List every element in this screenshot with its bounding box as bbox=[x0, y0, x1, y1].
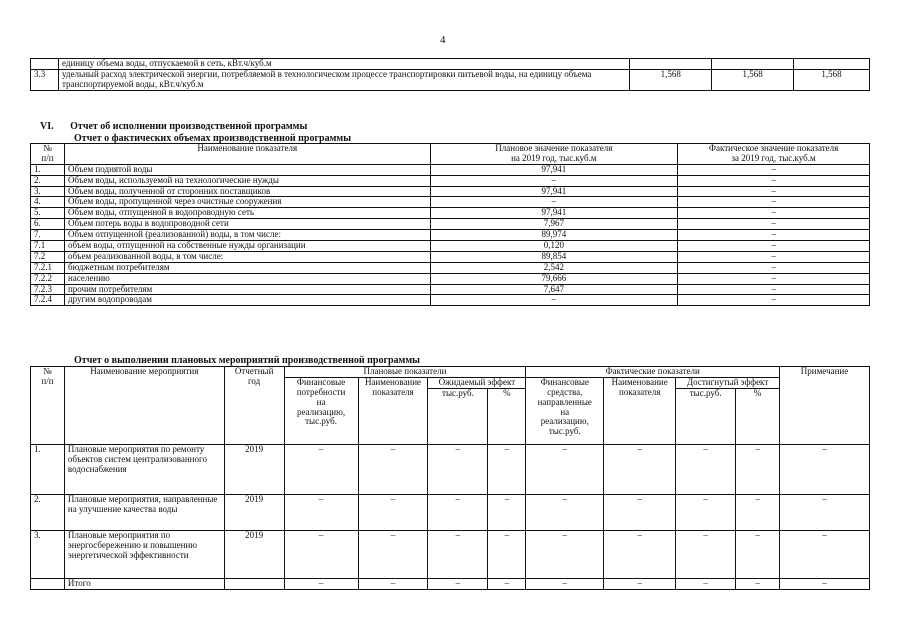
header-pct: % bbox=[488, 388, 526, 444]
row-value: 1,568 bbox=[630, 69, 712, 90]
row-cell: – bbox=[284, 444, 358, 494]
row-num bbox=[31, 578, 65, 589]
row-cell: – bbox=[358, 578, 428, 589]
header-pct: % bbox=[736, 388, 780, 444]
table-row bbox=[31, 444, 870, 494]
row-cell: – bbox=[526, 530, 604, 578]
row-fact: – bbox=[678, 175, 870, 186]
row-cell: – bbox=[736, 530, 780, 578]
row-fact: – bbox=[678, 219, 870, 230]
row-name: Объем поднятой воды bbox=[64, 164, 430, 175]
row-num: 5. bbox=[31, 208, 65, 219]
measures-table bbox=[30, 366, 870, 590]
row-plan: – bbox=[430, 295, 678, 306]
row-name: Объем потерь воды в водопроводной сети bbox=[64, 219, 430, 230]
header-num: № п/п bbox=[31, 144, 65, 165]
row-num: 2. bbox=[31, 494, 65, 530]
row-num: 6. bbox=[31, 219, 65, 230]
row-plan: 7,647 bbox=[430, 284, 678, 295]
header-note: Примечание bbox=[780, 367, 870, 445]
row-num: 4. bbox=[31, 197, 65, 208]
row-plan: – bbox=[430, 175, 678, 186]
measures-title: Отчет о выполнении плановых мероприятий производственной программы bbox=[74, 355, 420, 366]
row-num: 3. bbox=[31, 186, 65, 197]
row-name: Плановые мероприятия, направленные на улучшение качества воды bbox=[64, 494, 224, 530]
row-cell: – bbox=[604, 530, 676, 578]
row-num bbox=[31, 59, 59, 70]
row-cell: – bbox=[604, 444, 676, 494]
row-value bbox=[794, 59, 870, 70]
row-cell: – bbox=[604, 494, 676, 530]
row-num: 1. bbox=[31, 444, 65, 494]
header-fact-group: Фактические показатели bbox=[526, 367, 780, 378]
row-num: 7.1 bbox=[31, 241, 65, 252]
table-row bbox=[31, 262, 870, 273]
header-fact-fin: Финансовые средства, направленные на реализацию, тыс.руб. bbox=[526, 377, 604, 444]
header-rub: тыс.руб. bbox=[676, 388, 736, 444]
table-row bbox=[31, 208, 870, 219]
row-name: населению bbox=[64, 273, 430, 284]
row-cell: – bbox=[526, 578, 604, 589]
row-plan: 97,941 bbox=[430, 164, 678, 175]
row-num: 3. bbox=[31, 530, 65, 578]
row-name: Объем воды, используемой на технологические нужды bbox=[64, 175, 430, 186]
header-plan-group: Плановые показатели bbox=[284, 367, 526, 378]
row-cell: – bbox=[780, 444, 870, 494]
table-row bbox=[31, 295, 870, 306]
table-row bbox=[31, 59, 870, 70]
table-row bbox=[31, 241, 870, 252]
row-plan: 89,854 bbox=[430, 251, 678, 262]
header-rub: тыс.руб. bbox=[428, 388, 488, 444]
row-num: 7.2.1 bbox=[31, 262, 65, 273]
row-plan: – bbox=[430, 197, 678, 208]
row-num: 2. bbox=[31, 175, 65, 186]
header-name: Наименование показателя bbox=[64, 144, 430, 165]
page-number: 4 bbox=[440, 34, 446, 46]
row-name: единицу объема воды, отпускаемой в сеть, кВт.ч/куб.м bbox=[58, 59, 629, 70]
table-row bbox=[31, 494, 870, 530]
row-cell: – bbox=[284, 494, 358, 530]
table-row bbox=[31, 219, 870, 230]
header-fact: Фактическое значение показателя за 2019 год, тыс.куб.м bbox=[678, 144, 870, 165]
row-cell: – bbox=[358, 494, 428, 530]
row-year: 2019 bbox=[224, 530, 284, 578]
row-cell: – bbox=[526, 444, 604, 494]
row-cell: – bbox=[736, 578, 780, 589]
row-fact: – bbox=[678, 284, 870, 295]
header-plan-fin: Финансовые потребности на реализацию, тыс.руб. bbox=[284, 377, 358, 444]
row-cell: – bbox=[488, 578, 526, 589]
row-plan: 7,967 bbox=[430, 219, 678, 230]
row-plan: 0,120 bbox=[430, 241, 678, 252]
row-cell: – bbox=[736, 494, 780, 530]
row-num: 7.2.3 bbox=[31, 284, 65, 295]
row-cell: – bbox=[428, 530, 488, 578]
row-plan: 2,542 bbox=[430, 262, 678, 273]
row-num: 7.2 bbox=[31, 251, 65, 262]
row-cell: – bbox=[428, 578, 488, 589]
row-cell: – bbox=[488, 494, 526, 530]
section-title: Отчет об исполнении производственной программы bbox=[70, 121, 308, 132]
energy-table bbox=[30, 58, 870, 91]
row-plan: 97,941 bbox=[430, 186, 678, 197]
row-year: 2019 bbox=[224, 444, 284, 494]
row-plan: 97,941 bbox=[430, 208, 678, 219]
row-fact: – bbox=[678, 262, 870, 273]
table-row bbox=[31, 230, 870, 241]
table-row bbox=[31, 175, 870, 186]
table-header-row bbox=[31, 144, 870, 165]
table-row bbox=[31, 273, 870, 284]
row-fact: – bbox=[678, 273, 870, 284]
row-fact: – bbox=[678, 295, 870, 306]
table-row bbox=[31, 284, 870, 295]
row-cell: – bbox=[428, 444, 488, 494]
row-cell: – bbox=[284, 530, 358, 578]
row-fact: – bbox=[678, 241, 870, 252]
row-name: Объем воды, отпущенной в водопроводную сеть bbox=[64, 208, 430, 219]
header-num: № п/п bbox=[31, 367, 65, 445]
row-name: объем воды, отпущенной на собственные нужды организации bbox=[64, 241, 430, 252]
row-plan: 89,974 bbox=[430, 230, 678, 241]
row-cell: – bbox=[676, 444, 736, 494]
row-value: 1,568 bbox=[794, 69, 870, 90]
row-cell: – bbox=[736, 444, 780, 494]
row-name: Объем отпущенной (реализованной) воды, в том числе: bbox=[64, 230, 430, 241]
volumes-table bbox=[30, 143, 870, 306]
row-cell: – bbox=[780, 578, 870, 589]
row-num: 7.2.4 bbox=[31, 295, 65, 306]
row-fact: – bbox=[678, 251, 870, 262]
row-fact: – bbox=[678, 230, 870, 241]
row-cell: – bbox=[358, 530, 428, 578]
header-fact-ind: Наименование показателя bbox=[604, 377, 676, 444]
row-name: прочим потребителям bbox=[64, 284, 430, 295]
row-fact: – bbox=[678, 208, 870, 219]
table-header-row bbox=[31, 367, 870, 378]
header-plan: Плановое значение показателя на 2019 год, тыс.куб.м bbox=[430, 144, 678, 165]
row-name: Объем воды, пропущенной через очистные сооружения bbox=[64, 197, 430, 208]
header-name: Наименование мероприятия bbox=[64, 367, 224, 445]
row-name: объем реализованной воды, в том числе: bbox=[64, 251, 430, 262]
table-row bbox=[31, 69, 870, 90]
header-year: Отчетный год bbox=[224, 367, 284, 445]
row-cell: – bbox=[676, 530, 736, 578]
header-plan-effect: Ожидаемый эффект bbox=[428, 377, 526, 388]
row-plan: 79,666 bbox=[430, 273, 678, 284]
row-num: 1. bbox=[31, 164, 65, 175]
row-fact: – bbox=[678, 197, 870, 208]
table-row bbox=[31, 530, 870, 578]
row-cell: – bbox=[428, 494, 488, 530]
table-row bbox=[31, 164, 870, 175]
row-name: Объем воды, полученной от сторонних поставщиков bbox=[64, 186, 430, 197]
row-num: 7. bbox=[31, 230, 65, 241]
row-value bbox=[712, 59, 794, 70]
row-year: 2019 bbox=[224, 494, 284, 530]
row-cell: – bbox=[604, 578, 676, 589]
row-name: Плановые мероприятия по энергосбережению и повышению энергетической эффективности bbox=[64, 530, 224, 578]
row-cell: – bbox=[676, 578, 736, 589]
row-cell: – bbox=[488, 530, 526, 578]
row-year bbox=[224, 578, 284, 589]
table-row bbox=[31, 578, 870, 589]
table-row bbox=[31, 251, 870, 262]
header-plan-ind: Наименование показателя bbox=[358, 377, 428, 444]
row-fact: – bbox=[678, 164, 870, 175]
row-num: 3.3 bbox=[31, 69, 59, 90]
row-cell: – bbox=[358, 444, 428, 494]
row-num: 7.2.2 bbox=[31, 273, 65, 284]
row-name: другим водопроводам bbox=[64, 295, 430, 306]
row-cell: – bbox=[526, 494, 604, 530]
row-cell: – bbox=[780, 494, 870, 530]
section-number: VI. bbox=[40, 121, 54, 132]
row-name: бюджетным потребителям bbox=[64, 262, 430, 273]
row-fact: – bbox=[678, 186, 870, 197]
row-name: Итого bbox=[64, 578, 224, 589]
row-cell: – bbox=[676, 494, 736, 530]
row-value: 1,568 bbox=[712, 69, 794, 90]
row-cell: – bbox=[780, 530, 870, 578]
volumes-title: Отчет о фактических объемах производственной программы bbox=[74, 133, 351, 144]
table-row bbox=[31, 197, 870, 208]
row-cell: – bbox=[488, 444, 526, 494]
row-cell: – bbox=[284, 578, 358, 589]
row-value bbox=[630, 59, 712, 70]
section-heading bbox=[40, 121, 307, 132]
row-name: удельный расход электрической энергии, потребляемой в технологическом процессе транспортировки питьевой воды, на единицу объема транспортируемой воды, кВт.ч/куб.м bbox=[58, 69, 629, 90]
table-row bbox=[31, 186, 870, 197]
header-fact-effect: Достигнутый эффект bbox=[676, 377, 780, 388]
row-name: Плановые мероприятия по ремонту объектов систем централизованного водоснабжения bbox=[64, 444, 224, 494]
